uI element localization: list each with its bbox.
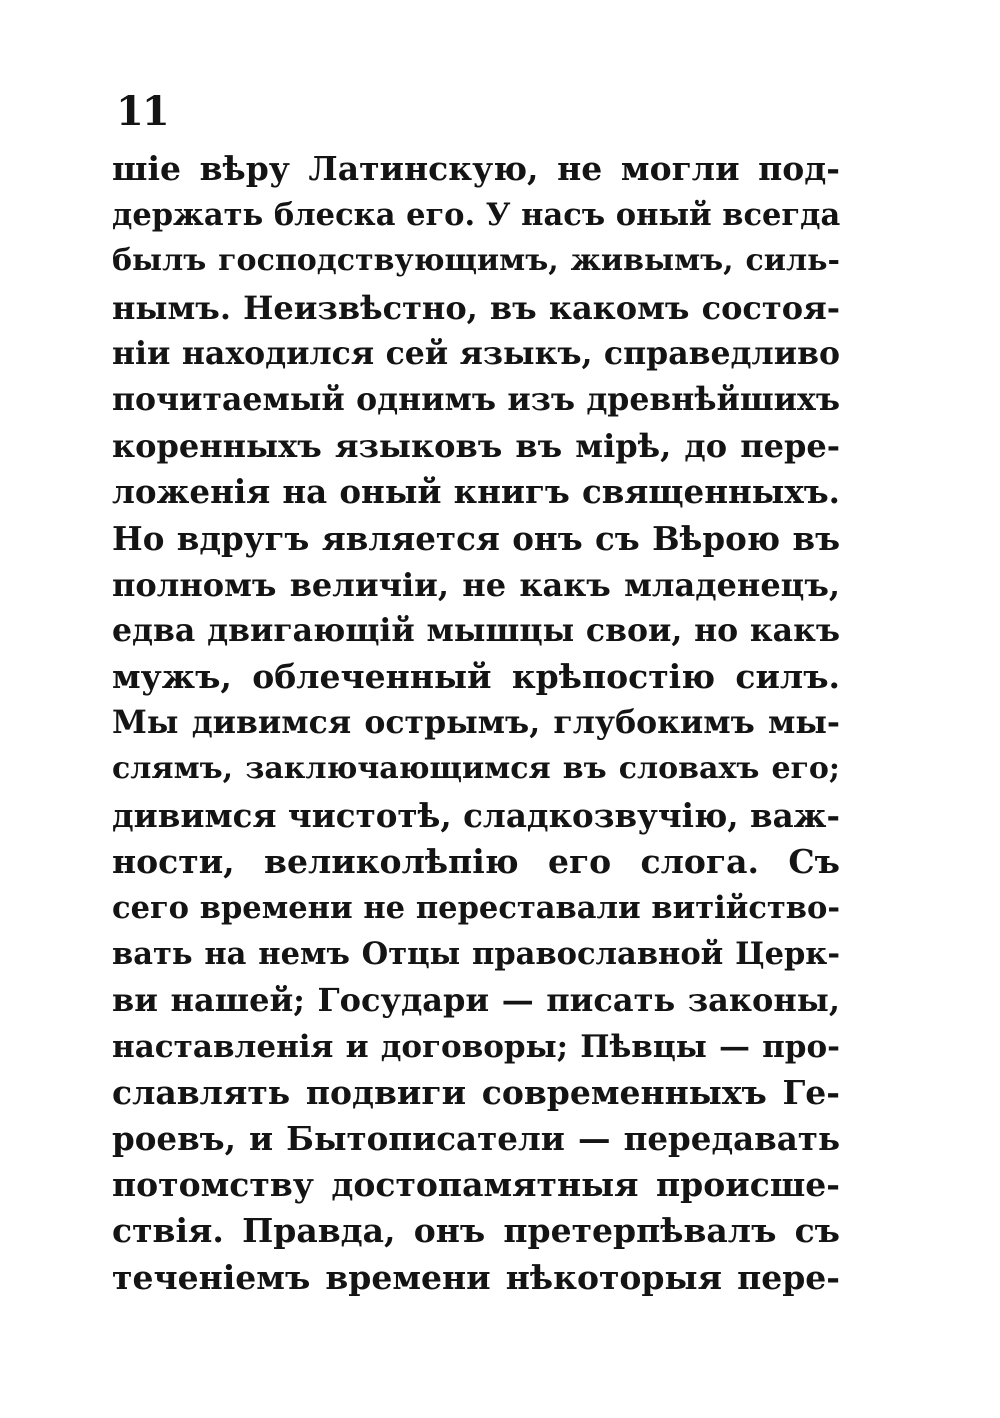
text-line: ніи находился сей языкъ, справедливо (112, 334, 840, 372)
text-line: вать на немъ Отцы православной Церк- (112, 936, 840, 973)
body-text (112, 146, 840, 1301)
text-line: почитаемый однимъ изъ древнѣйшихъ (112, 380, 840, 418)
text-line: нымъ. Неизвѣстно, въ какомъ состоя- (112, 288, 840, 327)
text-line: ности, великолѣпію его слога. Съ (112, 841, 840, 881)
text-line: коренныхъ языковъ въ мірѣ, до пере- (112, 427, 840, 466)
text-line: теченіемъ времени нѣкоторыя пере- (112, 1257, 840, 1297)
text-line: ложенія на оный книгъ священныхъ. (112, 472, 840, 512)
text-line: полномъ величіи, не какъ младенецъ, (112, 565, 840, 604)
text-line: ствія. Правда, онъ претерпѣвалъ съ (112, 1211, 840, 1251)
text-line: былъ господствующимъ, живымъ, силь- (112, 243, 840, 279)
text-line: едва двигающій мышцы свои, но какъ (112, 611, 840, 649)
text-line: славлять подвиги современныхъ Ге- (112, 1072, 840, 1112)
text-line: дивимся чистотѣ, сладкозвучію, важ- (112, 795, 840, 835)
text-line: ви нашей; Государи — писать законы, (112, 981, 840, 1020)
text-line: роевъ, и Бытописатели — передавать (112, 1118, 840, 1158)
text-line: слямъ, заключающимся въ словахъ его; (112, 751, 840, 787)
text-line: держать блеска его. У насъ оный всегда (112, 197, 840, 234)
text-line: шіе вѣру Латинскую, не могли под- (112, 149, 840, 188)
text-line: потомству достопамятныя происше- (112, 1165, 840, 1205)
text-line: Но вдругъ является онъ съ Вѣрою въ (112, 518, 840, 558)
text-line: Мы дивимся острымъ, глубокимъ мы- (112, 704, 840, 742)
text-line: наставленія и договоры; Пѣвцы — про- (112, 1028, 840, 1065)
page-number: 11 (116, 88, 168, 135)
text-line: мужъ, облеченный крѣпостію силъ. (112, 657, 840, 697)
text-line: сего времени не переставали витійство- (112, 890, 840, 926)
